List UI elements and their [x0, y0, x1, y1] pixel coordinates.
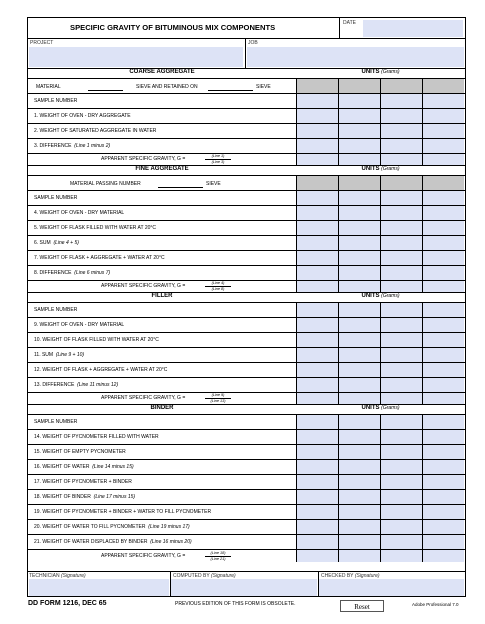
binder-row-1-cell-1[interactable]: [297, 430, 338, 444]
coarse-sieve-retained-label: SIEVE AND RETAINED ON: [136, 84, 198, 90]
coarse-row-2-cell-4[interactable]: [423, 124, 464, 138]
coarse-row-1-cell-3[interactable]: [381, 109, 422, 123]
binder-row-8-cell-1[interactable]: [297, 535, 338, 549]
binder-row-2-label: 15. WEIGHT OF EMPTY PYCNOMETER: [34, 448, 126, 455]
binder-row-1-label: 14. WEIGHT OF PYCNOMETER FILLED WITH WATER: [34, 433, 159, 440]
filler-row-2-cell-3[interactable]: [381, 333, 422, 347]
binder-row-1-cell-4[interactable]: [423, 430, 464, 444]
fine-apparent-sg-label: APPARENT SPECIFIC GRAVITY, G =: [101, 283, 186, 289]
filler-row-3-cell-4[interactable]: [423, 348, 464, 362]
fine-sample-number-label: SAMPLE NUMBER: [34, 194, 78, 201]
coarse-sample-number-label: SAMPLE NUMBER: [34, 97, 78, 104]
fine-row-4-cell-3[interactable]: [381, 251, 422, 265]
fine-apparent-sg-cell-2[interactable]: [339, 281, 380, 292]
fine-row-5-cell-1[interactable]: [297, 266, 338, 280]
binder-row-3-cell-3[interactable]: [381, 460, 422, 474]
binder-row-8-label: 21. WEIGHT OF WATER DISPLACED BY BINDER (Line 16 minus 20): [34, 538, 192, 545]
fine-sieve-label: SIEVE: [206, 181, 221, 187]
binder-row-3-cell-1[interactable]: [297, 460, 338, 474]
filler-apparent-sg-cell-3[interactable]: [381, 393, 422, 404]
fine-material-cell-1: [297, 176, 338, 190]
project-field[interactable]: [29, 47, 243, 67]
binder-apparent-sg-label: APPARENT SPECIFIC GRAVITY, G =: [101, 552, 186, 559]
binder-row-7-cell-4[interactable]: [423, 520, 464, 534]
binder-row-7-cell-3[interactable]: [381, 520, 422, 534]
filler-row-3-cell-3[interactable]: [381, 348, 422, 362]
filler-row-5-label: 13. DIFFERENCE (Line 11 minus 12): [34, 381, 119, 388]
binder-row-7-cell-2[interactable]: [339, 520, 380, 534]
filler-row-5-cell-4[interactable]: [423, 378, 464, 392]
binder-units-header: UNITS (Grams): [361, 405, 400, 411]
fine-sample-number-cell-2[interactable]: [339, 191, 380, 205]
reset-button[interactable]: Reset: [340, 600, 384, 612]
fine-row-4-cell-2[interactable]: [339, 251, 380, 265]
coarse-apparent-sg-cell-1[interactable]: [297, 154, 338, 165]
binder-row-1-cell-3[interactable]: [381, 430, 422, 444]
fine-section-title: FINE AGGREGATE: [135, 166, 189, 172]
filler-row-5-cell-1[interactable]: [297, 378, 338, 392]
coarse-sample-number-cell-3[interactable]: [381, 94, 422, 108]
fine-row-5-cell-4[interactable]: [423, 266, 464, 280]
filler-sample-number-cell-2[interactable]: [339, 303, 380, 317]
filler-apparent-sg-label: APPARENT SPECIFIC GRAVITY, G =: [101, 395, 186, 401]
checked-by-label: CHECKED BY (Signature): [321, 573, 380, 579]
binder-row-6-cell-3[interactable]: [381, 505, 422, 519]
coarse-material-cell-4: [423, 79, 464, 93]
filler-units-header: UNITS (Grams): [361, 293, 400, 299]
filler-row-4-cell-4[interactable]: [423, 363, 464, 377]
filler-row-3-cell-2[interactable]: [339, 348, 380, 362]
coarse-row-1-label: 1. WEIGHT OF OVEN - DRY AGGREGATE: [34, 112, 131, 119]
binder-apparent-sg-cell-3[interactable]: [381, 550, 422, 562]
filler-row-1-cell-3[interactable]: [381, 318, 422, 332]
fine-sample-number-cell-4[interactable]: [423, 191, 464, 205]
binder-row-6-cell-2[interactable]: [339, 505, 380, 519]
project-label: PROJECT: [30, 40, 54, 46]
fine-row-4-cell-1[interactable]: [297, 251, 338, 265]
fine-row-2-cell-3[interactable]: [381, 221, 422, 235]
coarse-apparent-sg-cell-3[interactable]: [381, 154, 422, 165]
fine-material-cell-3: [381, 176, 422, 190]
date-label: DATE: [343, 20, 356, 26]
fine-sample-number-cell-1[interactable]: [297, 191, 338, 205]
technician-field[interactable]: [29, 579, 169, 596]
checked-by-field[interactable]: [319, 579, 464, 596]
fine-row-2-cell-1[interactable]: [297, 221, 338, 235]
binder-row-6-cell-4[interactable]: [423, 505, 464, 519]
filler-row-4-cell-1[interactable]: [297, 363, 338, 377]
coarse-row-3-cell-3[interactable]: [381, 139, 422, 153]
binder-row-5-cell-4[interactable]: [423, 490, 464, 504]
form-number: DD FORM 1216, DEC 65: [28, 600, 107, 607]
filler-apparent-sg-cell-2[interactable]: [339, 393, 380, 404]
filler-row-4-label: 12. WEIGHT OF FLASK + AGGREGATE + WATER AT 20°C: [34, 366, 168, 373]
coarse-material-cell-1: [297, 79, 338, 93]
filler-row-5-cell-3[interactable]: [381, 378, 422, 392]
binder-apparent-sg-cell-2[interactable]: [339, 550, 380, 562]
filler-apparent-sg-cell-1[interactable]: [297, 393, 338, 404]
obsolete-note: PREVIOUS EDITION OF THIS FORM IS OBSOLETE.: [175, 601, 296, 607]
fine-row-1-cell-1[interactable]: [297, 206, 338, 220]
filler-row-3-label: 11. SUM (Line 9 + 10): [34, 351, 85, 358]
binder-row-8-cell-4[interactable]: [423, 535, 464, 549]
filler-sample-number-cell-4[interactable]: [423, 303, 464, 317]
filler-row-3-cell-1[interactable]: [297, 348, 338, 362]
fine-row-4-cell-4[interactable]: [423, 251, 464, 265]
binder-row-2-cell-4[interactable]: [423, 445, 464, 459]
binder-section-title: BINDER: [150, 405, 174, 411]
binder-row-5-cell-3[interactable]: [381, 490, 422, 504]
binder-row-7-cell-1[interactable]: [297, 520, 338, 534]
coarse-material-label: MATERIAL: [36, 84, 61, 90]
fine-material-passing-label: MATERIAL PASSING NUMBER: [70, 181, 141, 187]
binder-row-4-cell-2[interactable]: [339, 475, 380, 489]
binder-row-4-cell-1[interactable]: [297, 475, 338, 489]
fine-row-2-cell-2[interactable]: [339, 221, 380, 235]
fine-apparent-sg-cell-4[interactable]: [423, 281, 464, 292]
binder-row-4-label: 17. WEIGHT OF PYCNOMETER + BINDER: [34, 478, 132, 485]
fine-row-1-cell-3[interactable]: [381, 206, 422, 220]
computed-by-label: COMPUTED BY (Signature): [173, 573, 236, 579]
filler-row-1-label: 9. WEIGHT OF OVEN - DRY MATERIAL: [34, 321, 125, 328]
date-field[interactable]: [363, 20, 463, 37]
filler-row-1-cell-4[interactable]: [423, 318, 464, 332]
binder-row-2-cell-2[interactable]: [339, 445, 380, 459]
filler-apparent-sg-fraction: (Line 9) (Line 13): [205, 393, 231, 404]
coarse-row-1-cell-4[interactable]: [423, 109, 464, 123]
coarse-row-3-cell-4[interactable]: [423, 139, 464, 153]
coarse-apparent-sg-label: APPARENT SPECIFIC GRAVITY, G =: [101, 156, 186, 162]
binder-apparent-sg-fraction: (Line 18) (Line 21): [205, 551, 231, 562]
binder-sample-number-cell-3[interactable]: [381, 415, 422, 429]
fine-row-5-cell-3[interactable]: [381, 266, 422, 280]
coarse-sample-number-cell-2[interactable]: [339, 94, 380, 108]
filler-row-5-cell-2[interactable]: [339, 378, 380, 392]
binder-apparent-sg-cell-4[interactable]: [423, 550, 464, 562]
binder-row-2-cell-3[interactable]: [381, 445, 422, 459]
binder-row-6-cell-1[interactable]: [297, 505, 338, 519]
fine-row-1-cell-4[interactable]: [423, 206, 464, 220]
adobe-note: Adobe Professional 7.0: [412, 602, 459, 607]
filler-row-1-cell-1[interactable]: [297, 318, 338, 332]
filler-row-1-cell-2[interactable]: [339, 318, 380, 332]
filler-section-title: FILLER: [151, 293, 173, 299]
fine-row-2-label: 5. WEIGHT OF FLASK FILLED WITH WATER AT 20°C: [34, 224, 157, 231]
binder-row-8-cell-2[interactable]: [339, 535, 380, 549]
coarse-row-1-cell-1[interactable]: [297, 109, 338, 123]
coarse-row-2-cell-2[interactable]: [339, 124, 380, 138]
binder-row-3-cell-4[interactable]: [423, 460, 464, 474]
filler-row-2-cell-1[interactable]: [297, 333, 338, 347]
filler-row-4-cell-3[interactable]: [381, 363, 422, 377]
coarse-sample-number-cell-1[interactable]: [297, 94, 338, 108]
binder-row-4-cell-3[interactable]: [381, 475, 422, 489]
fine-units-header: UNITS (Grams): [361, 166, 400, 172]
filler-sample-number-cell-3[interactable]: [381, 303, 422, 317]
coarse-section-title: COARSE AGGREGATE: [129, 69, 195, 75]
fine-material-cell-2: [339, 176, 380, 190]
binder-sample-number-cell-2[interactable]: [339, 415, 380, 429]
binder-row-3-label: 16. WEIGHT OF WATER (Line 14 minus 15): [34, 463, 134, 470]
filler-row-2-label: 10. WEIGHT OF FLASK FILLED WITH WATER AT 20°C: [34, 336, 159, 343]
filler-sample-number-label: SAMPLE NUMBER: [34, 306, 78, 313]
coarse-row-3-cell-1[interactable]: [297, 139, 338, 153]
binder-row-5-label: 18. WEIGHT OF BINDER (Line 17 minus 15): [34, 493, 136, 500]
filler-sample-number-cell-1[interactable]: [297, 303, 338, 317]
coarse-row-2-cell-1[interactable]: [297, 124, 338, 138]
form-frame: [27, 17, 466, 597]
coarse-row-3-label: 3. DIFFERENCE (Line 1 minus 2): [34, 142, 111, 149]
coarse-material-cell-2: [339, 79, 380, 93]
fine-row-4-label: 7. WEIGHT OF FLASK + AGGREGATE + WATER AT 20°C: [34, 254, 165, 261]
filler-row-2-cell-4[interactable]: [423, 333, 464, 347]
coarse-units-header: UNITS (Grams): [361, 69, 400, 75]
coarse-row-3-cell-2[interactable]: [339, 139, 380, 153]
coarse-sample-number-cell-4[interactable]: [423, 94, 464, 108]
coarse-row-1-cell-2[interactable]: [339, 109, 380, 123]
fine-row-3-cell-2[interactable]: [339, 236, 380, 250]
binder-sample-number-label: SAMPLE NUMBER: [34, 418, 78, 425]
fine-row-1-label: 4. WEIGHT OF OVEN - DRY MATERIAL: [34, 209, 125, 216]
coarse-row-2-cell-3[interactable]: [381, 124, 422, 138]
coarse-apparent-sg-cell-4[interactable]: [423, 154, 464, 165]
binder-row-7-label: 20. WEIGHT OF WATER TO FILL PYCNOMETER (Line 19 minus 17): [34, 523, 190, 530]
fine-row-5-cell-2[interactable]: [339, 266, 380, 280]
fine-apparent-sg-cell-3[interactable]: [381, 281, 422, 292]
computed-by-field[interactable]: [171, 579, 317, 596]
fine-row-3-cell-4[interactable]: [423, 236, 464, 250]
fine-sample-number-cell-3[interactable]: [381, 191, 422, 205]
fine-row-3-label: 6. SUM (Line 4 + 5): [34, 239, 79, 246]
binder-row-3-cell-2[interactable]: [339, 460, 380, 474]
coarse-row-2-label: 2. WEIGHT OF SATURATED AGGREGATE IN WATER: [34, 127, 157, 134]
binder-row-2-cell-1[interactable]: [297, 445, 338, 459]
fine-apparent-sg-fraction: (Line 4) (Line 8): [205, 281, 231, 292]
coarse-material-cell-3: [381, 79, 422, 93]
binder-row-4-cell-4[interactable]: [423, 475, 464, 489]
fine-row-5-label: 8. DIFFERENCE (Line 6 minus 7): [34, 269, 111, 276]
binder-row-8-cell-3[interactable]: [381, 535, 422, 549]
binder-sample-number-cell-4[interactable]: [423, 415, 464, 429]
fine-row-3-cell-3[interactable]: [381, 236, 422, 250]
fine-row-1-cell-2[interactable]: [339, 206, 380, 220]
binder-row-5-cell-2[interactable]: [339, 490, 380, 504]
binder-row-6-label: 19. WEIGHT OF PYCNOMETER + BINDER + WATER TO FILL PYCNOMETER: [34, 508, 212, 515]
technician-label: TECHNICIAN (Signature): [29, 573, 86, 579]
binder-sample-number-cell-1[interactable]: [297, 415, 338, 429]
fine-apparent-sg-cell-1[interactable]: [297, 281, 338, 292]
coarse-apparent-sg-cell-2[interactable]: [339, 154, 380, 165]
fine-row-2-cell-4[interactable]: [423, 221, 464, 235]
fine-material-cell-4: [423, 176, 464, 190]
coarse-sieve-label: SIEVE: [256, 84, 271, 90]
job-field[interactable]: [247, 47, 464, 67]
form-title: SPECIFIC GRAVITY OF BITUMINOUS MIX COMPONENTS: [70, 23, 276, 32]
filler-apparent-sg-cell-4[interactable]: [423, 393, 464, 404]
fine-row-3-cell-1[interactable]: [297, 236, 338, 250]
binder-apparent-sg-cell-1[interactable]: [297, 550, 338, 562]
filler-row-4-cell-2[interactable]: [339, 363, 380, 377]
binder-row-5-cell-1[interactable]: [297, 490, 338, 504]
binder-row-1-cell-2[interactable]: [339, 430, 380, 444]
filler-row-2-cell-2[interactable]: [339, 333, 380, 347]
job-label: JOB: [248, 40, 258, 46]
coarse-apparent-sg-fraction: (Line 1) (Line 3): [205, 154, 231, 165]
